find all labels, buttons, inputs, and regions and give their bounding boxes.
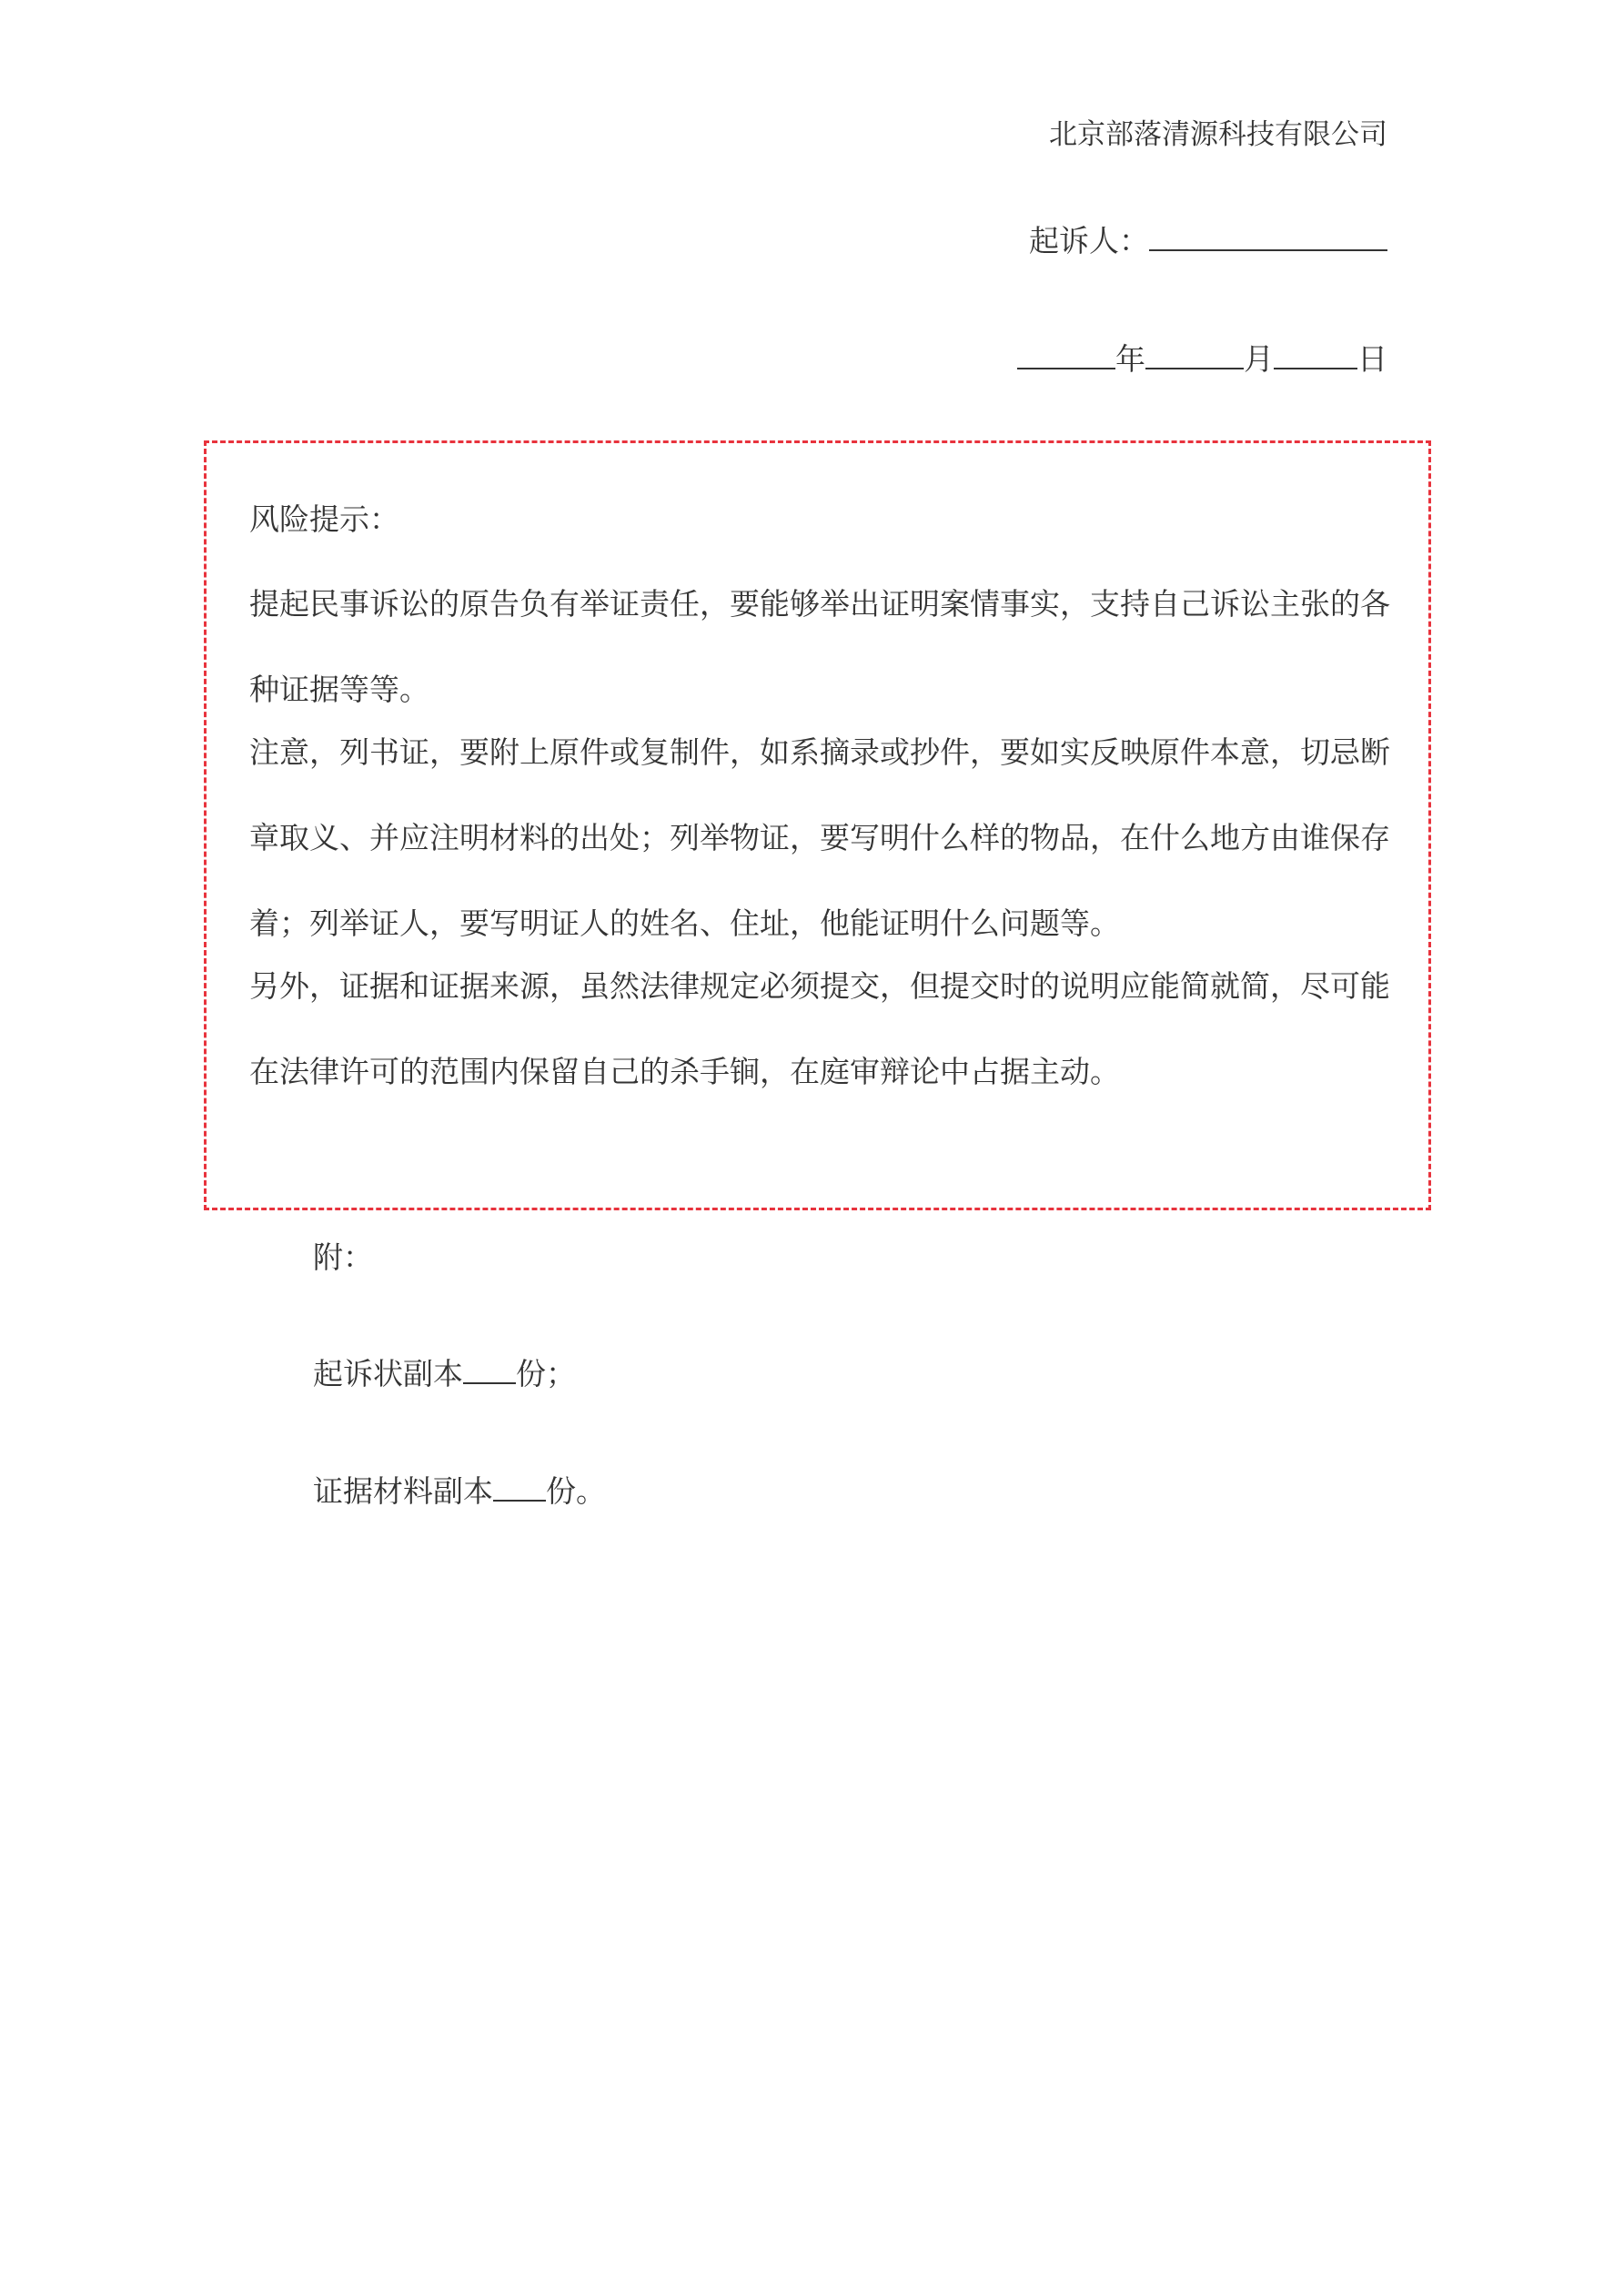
copies-blank [493,1472,546,1502]
attachment-item-complaint-copy [313,1354,576,1394]
plaintiff-label: 起诉人： [1029,223,1149,258]
risk-notice-content [249,500,1396,1115]
attachment-item-label: 起诉状副本 [313,1356,463,1391]
plaintiff-blank [1149,222,1387,251]
risk-notice-paragraph: 注意，列书证，要附上原件或复制件，如系摘录或抄件，要如实反映原件本意，切忌断章取义、并应注明材料的出处；列举物证，要写明什么样的物品，在什么地方由谁保存着；列举证人，要写明证人的姓名、住址，他能证明什么问题等。 [249,734,1390,941]
day-blank [1274,340,1357,369]
attachment-item-unit: 份。 [546,1473,606,1509]
plaintiff-signature-line [1029,221,1387,261]
day-label: 日 [1357,341,1387,377]
month-label: 月 [1244,341,1274,377]
attachment-item-label: 证据材料副本 [313,1473,493,1509]
copies-blank [463,1355,516,1384]
risk-notice-paragraph: 另外，证据和证据来源，虽然法律规定必须提交，但提交时的说明应能简就简，尽可能在法律许可的范围内保留自己的杀手锏，在庭审辩论中占据主动。 [249,968,1390,1089]
attachments-title: 附： [313,1239,373,1275]
risk-notice-paragraph: 提起民事诉讼的原告负有举证责任，要能够举出证明案情事实，支持自己诉讼主张的各种证据等等。 [249,586,1390,707]
year-label: 年 [1115,341,1145,377]
attachment-item-unit: 份； [516,1356,576,1391]
year-blank [1017,340,1115,369]
risk-notice-title: 风险提示： [249,501,399,537]
risk-notice-box [204,440,1431,1210]
date-line [1017,339,1387,379]
month-blank [1145,340,1244,369]
company-name: 北京部落清源科技有限公司 [1049,118,1387,151]
attachment-item-evidence-copy [313,1472,606,1512]
